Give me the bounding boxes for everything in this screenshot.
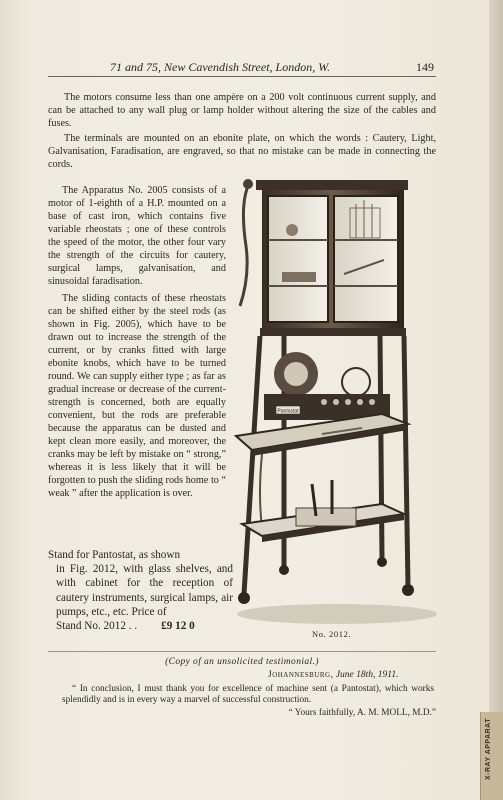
section-divider xyxy=(48,651,436,652)
stand-description: in Fig. 2012, with glass shelves, and with cabinet for the reception of cautery instruments, surgical lamps, air pumps, etc., etc. Price of xyxy=(56,563,233,618)
apparatus-paragraph: The Apparatus No. 2005 consists of a motor of 1-eighth of a H.P. mounted on a base of cast iron, which contains five variable rheostats ; one of these controls the speed of the motor, the other four vary the strength of the circuits for cautery, surgical lamps, galvanisation, and sinusoidal faradisation. xyxy=(48,185,226,287)
stand-illustration xyxy=(232,174,442,630)
description-column xyxy=(48,184,226,500)
testimonial-heading: (Copy of an unsolicited testimonial.) xyxy=(165,657,319,667)
figure-label: No. 2012. xyxy=(312,629,352,639)
stand-price: £9 12 0 xyxy=(161,620,195,633)
pantostat-badge: Pantostat xyxy=(277,408,299,415)
testimonial-dateline xyxy=(268,670,398,680)
pantostat-apparatus xyxy=(264,352,390,420)
floor-shadow xyxy=(237,604,437,624)
testimonial-place: Johannesburg, xyxy=(268,670,334,680)
page-edge xyxy=(489,0,503,800)
power-cord xyxy=(240,186,248,306)
stand-heading: Stand for Pantostat, as shown xyxy=(48,549,181,561)
index-tab-label: X-RAY APPARAT xyxy=(485,718,492,780)
intro-paragraph-motors: The motors consume less than one ampère on a 200 volt continuous current supply, and can be attached to any wall plug or lamp holder without altering the size of the cables and fuses. xyxy=(48,92,436,129)
intro-paragraph-terminals: The terminals are mounted on an ebonite plate, on which the words : Cautery, Light, Galvanisation, Faradisation, are engraved, so that no mistake can be made in connecting the cords. xyxy=(48,133,436,170)
index-tab xyxy=(480,712,503,800)
stand-price-block xyxy=(48,548,233,633)
testimonial-quote: “ In conclusion, I must thank you for excellence of machine sent (a Pantostat), which works splendidly and is in every way a marvel of successful construction. xyxy=(62,684,434,705)
instrument-cabinet xyxy=(256,180,408,336)
page-number: 149 xyxy=(416,60,434,74)
caster-wheels xyxy=(238,557,414,604)
header-address: 71 and 75, New Cavendish Street, London, W. xyxy=(110,60,331,74)
stand-price-line xyxy=(48,619,233,633)
rheostat-paragraph: The sliding contacts of these rheostats can be shifted either by the steel rods (as shown in Fig. 2005), which have to be drawn out to increase the strength of the current, or by cranks fitted with large ebonite knobs, which have to be turned round. We can supply either type ; as far as gradual increase or decrease of the current-strength is concerned, both are equally convenient, but the rods are preferable because the apparatus can be dusted and kept clean more easily, and moreover, the cranks may be left by mistake on “ strong,” whereas it is less likely that it will be forgotten to push the sliding rods home to “ weak ” after the application is over. xyxy=(48,293,226,499)
running-header xyxy=(48,60,436,77)
stand-number: Stand No. 2012 . . xyxy=(56,620,138,633)
hanging-cord xyxy=(260,454,262,528)
stand-legs xyxy=(244,336,408,594)
testimonial-signature: “ Yours faithfully, A. M. MOLL, M.D.” xyxy=(288,708,436,718)
testimonial-date: June 18th, 1911. xyxy=(335,670,399,680)
plug-icon xyxy=(243,179,253,189)
